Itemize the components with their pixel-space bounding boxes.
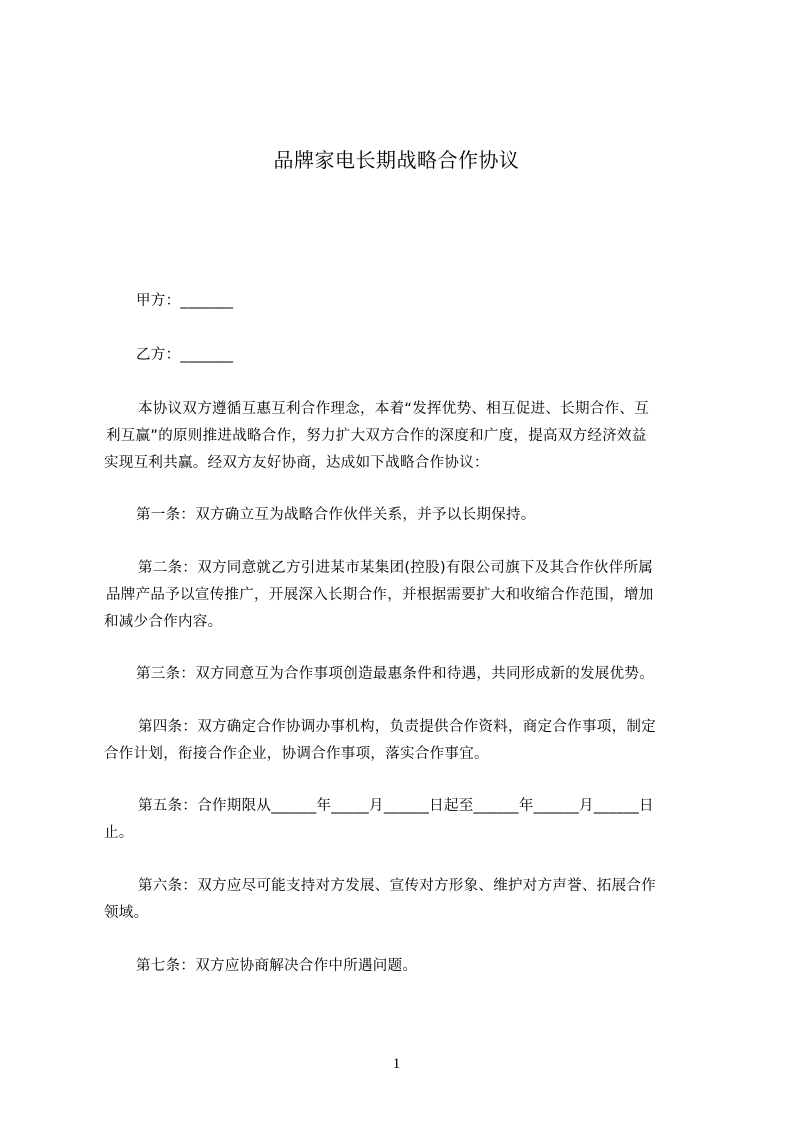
article-6-line: 领域。 [104, 905, 149, 921]
article-3-line: 第三条：双方同意互为合作事项创造最惠条件和待遇，共同形成新的发展优势。 [136, 666, 654, 682]
article-4-line: 合作计划，衔接合作企业，协调合作事项，落实合作事宜。 [104, 746, 489, 762]
article-5-line: 止。 [104, 825, 134, 841]
article-2-line: 和减少合作内容。 [104, 614, 223, 630]
article-5-line: 第五条：合作期限从______年_____月______日起至______年______月______日 [138, 798, 654, 814]
preamble-line: 实现互利共赢。经双方友好协商，达成如下战略合作协议： [104, 455, 489, 471]
article-7-line: 第七条：双方应协商解决合作中所遇问题。 [136, 958, 418, 974]
article-2-line: 第二条：双方同意就乙方引进某市某集团(控股)有限公司旗下及其合作伙伴所属 [138, 560, 654, 576]
article-1-line: 第一条：双方确立互为战略合作伙伴关系，并予以长期保持。 [136, 507, 536, 523]
page-number: 1 [392, 1056, 401, 1072]
document-title: 品牌家电长期战略合作协议 [273, 148, 520, 172]
party-a-line: 甲方：_______ [136, 293, 234, 309]
party-b-line: 乙方：_______ [136, 347, 234, 363]
article-2-line: 品牌产品予以宣传推广，开展深入长期合作，并根据需要扩大和收缩合作范围，增加 [106, 587, 654, 603]
article-4-line: 第四条：双方确定合作协调办事机构，负责提供合作资料，商定合作事项，制定 [138, 719, 656, 735]
preamble-line: 本协议双方遵循互惠互利合作理念，本着“发挥优势、相互促进、长期合作、互 [138, 401, 650, 417]
article-6-line: 第六条：双方应尽可能支持对方发展、宣传对方形象、维护对方声誉、拓展合作 [138, 878, 656, 894]
preamble-line: 利互赢”的原则推进战略合作，努力扩大双方合作的深度和广度，提高双方经济效益 [106, 428, 647, 444]
